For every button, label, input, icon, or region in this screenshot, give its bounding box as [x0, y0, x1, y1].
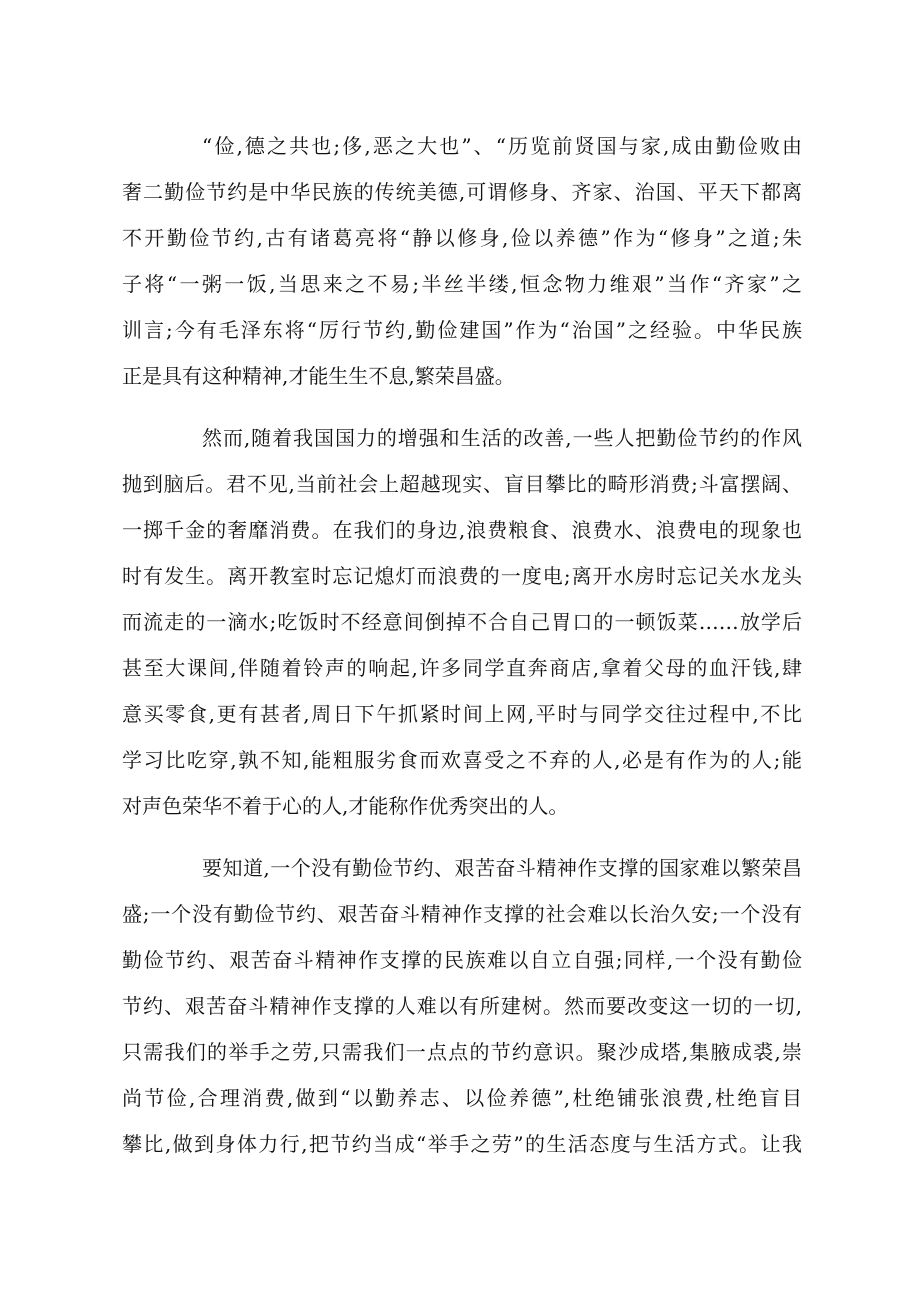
paragraph-1-line-5: 训言;今有毛泽东将“厉行节约,勤俭建国”作为“治国”之经验。中华民族: [122, 318, 802, 342]
paragraph-3-line-6: 尚节俭,合理消费,做到“以勤养志、以俭养德”,杜绝铺张浪费,杜绝盲目: [122, 1086, 802, 1110]
paragraph-2-line-1: 然而,随着我国国力的增强和生活的改善,一些人把勤俭节约的作风: [202, 426, 802, 450]
paragraph-1-line-6: 正是具有这种精神,才能生生不息,繁荣昌盛。: [122, 364, 515, 388]
paragraph-1-line-2: 奢二勤俭节约是中华民族的传统美德,可谓修身、齐家、治国、平天下都离: [122, 180, 802, 204]
paragraph-3-line-5: 只需我们的举手之劳,只需我们一点点的节约意识。聚沙成塔,集腋成裘,崇: [122, 1040, 802, 1064]
paragraph-3-line-1: 要知道,一个没有勤俭节约、艰苦奋斗精神作支撑的国家难以繁荣昌: [202, 856, 802, 880]
paragraph-3-line-2: 盛;一个没有勤俭节约、艰苦奋斗精神作支撑的社会难以长治久安;一个没有: [122, 902, 802, 926]
paragraph-2-line-4: 时有发生。离开教室时忘记熄灯而浪费的一度电;离开水房时忘记关水龙头: [122, 564, 802, 588]
paragraph-3-line-4: 节约、艰苦奋斗精神作支撑的人难以有所建树。然而要改变这一切的一切,: [122, 994, 802, 1018]
paragraph-2-line-9: 对声色荣华不着于心的人,才能称作优秀突出的人。: [122, 794, 569, 818]
paragraph-3-line-3: 勤俭节约、艰苦奋斗精神作支撑的民族难以自立自强;同样,一个没有勤俭: [122, 948, 802, 972]
paragraph-1-line-3: 不开勤俭节约,古有诸葛亮将“静以修身,俭以养德”作为“修身”之道;朱: [122, 226, 802, 250]
paragraph-2-line-3: 一掷千金的奢靡消费。在我们的身边,浪费粮食、浪费水、浪费电的现象也: [122, 518, 802, 542]
paragraph-1-line-1: “俭,德之共也;侈,恶之大也”、“历览前贤国与家,成由勤俭败由: [202, 134, 802, 158]
paragraph-1-line-4: 子将“一粥一饭,当思来之不易;半丝半缕,恒念物力维艰”当作“齐家”之: [122, 272, 802, 296]
paragraph-2-line-2: 抛到脑后。君不见,当前社会上超越现实、盲目攀比的畸形消费;斗富摆阔、: [122, 472, 802, 496]
paragraph-2-line-5: 而流走的一滴水;吃饭时不经意间倒掉不合自己胃口的一顿饭菜……放学后: [122, 610, 802, 634]
paragraph-2-line-8: 学习比吃穿,孰不知,能粗服劣食而欢喜受之不弃的人,必是有作为的人;能: [122, 748, 802, 772]
paragraph-2-line-6: 甚至大课间,伴随着铃声的响起,许多同学直奔商店,拿着父母的血汗钱,肆: [122, 656, 802, 680]
paragraph-3-line-7: 攀比,做到身体力行,把节约当成“举手之劳”的生活态度与生活方式。让我: [122, 1132, 802, 1156]
paragraph-2-line-7: 意买零食,更有甚者,周日下午抓紧时间上网,平时与同学交往过程中,不比: [122, 702, 802, 726]
